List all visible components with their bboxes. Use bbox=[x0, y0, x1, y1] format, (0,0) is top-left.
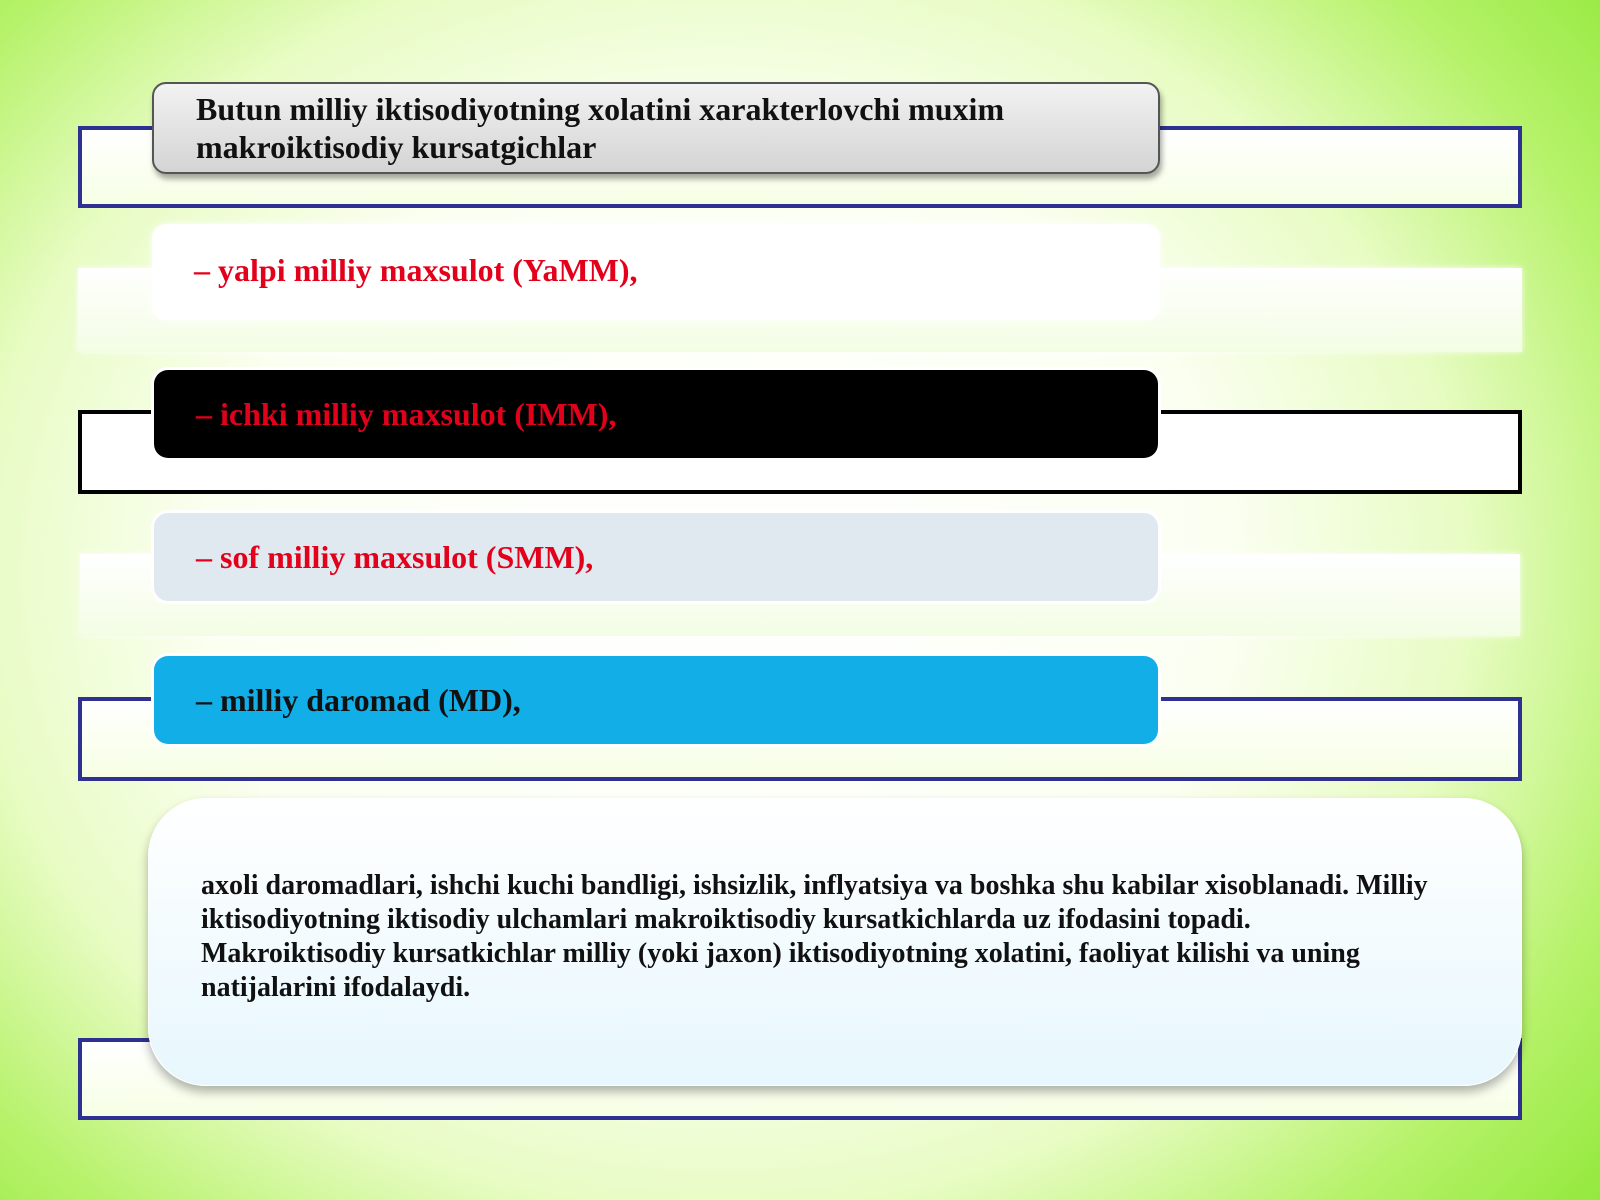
item-md-label: – milliy daromad (MD), bbox=[196, 681, 521, 718]
title-box bbox=[152, 82, 1160, 174]
item-yamm-label: – yalpi milliy maxsulot (YaMM), bbox=[194, 252, 638, 288]
description-box bbox=[148, 798, 1522, 1086]
item-yamm bbox=[152, 224, 1160, 320]
item-md bbox=[154, 656, 1158, 744]
item-imm bbox=[154, 370, 1158, 458]
item-imm-label: – ichki milliy maxsulot (IMM), bbox=[196, 395, 617, 432]
item-smm-label: – sof milliy maxsulot (SMM), bbox=[196, 538, 594, 575]
title-text: Butun milliy iktisodiyotning xolatini xarakterlovchi muxim makroiktisodiy kursatgichlar bbox=[196, 91, 1005, 165]
item-smm bbox=[154, 513, 1158, 601]
description-text: axoli daromadlari, ishchi kuchi bandligi, ishsizlik, inflyatsiya va boshka shu kabilar xisoblanadi. Milliy iktisodiyotning iktisodiy ulchamlari makroiktisodiy kursatkichlarda uz ifodasini topadi. Makroiktisodiy kursatkichlar milliy (yoki jaxon) iktisodiyotning xolatini, faoliyat kilishi va uning natijalarini ifodalaydi. bbox=[201, 870, 1428, 1003]
